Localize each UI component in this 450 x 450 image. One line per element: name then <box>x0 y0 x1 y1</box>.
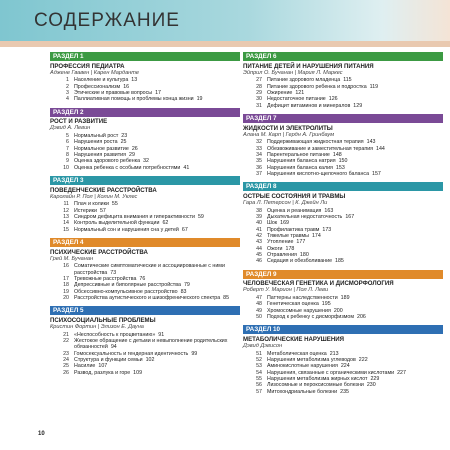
chapter-number: 43 <box>256 239 262 246</box>
chapter-number: 31 <box>256 102 262 109</box>
section-label: РАЗДЕЛ 9 <box>243 270 443 279</box>
header-strip <box>0 41 450 47</box>
chapter-number: 9 <box>66 158 69 165</box>
chapter-number: 18 <box>63 282 69 289</box>
chapter-page: 19 <box>196 96 203 103</box>
chapter-page: 23 <box>121 132 128 139</box>
section-title: ПСИХОСОЦИАЛЬНЫЕ ПРОБЛЕМЫ <box>50 316 156 324</box>
chapter-number: 34 <box>256 152 262 158</box>
chapter-page: 153 <box>335 164 345 171</box>
chapter-number: 44 <box>256 245 262 252</box>
chapter-page: 222 <box>358 357 368 364</box>
toc-section <box>243 182 443 264</box>
chapter-number: 46 <box>256 258 262 265</box>
section-title: МЕТАБОЛИЧЕСКИЕ НАРУШЕНИЯ <box>243 335 345 343</box>
chapter-page: 76 <box>139 276 146 283</box>
section-authors: Каролайн Р. Пол | Колин М. Уклес <box>50 193 138 200</box>
chapter-title: Утопление <box>267 239 294 246</box>
chapter-number: 17 <box>63 276 69 283</box>
section-label: РАЗДЕЛ 2 <box>50 108 240 117</box>
chapter-number: 11 <box>63 201 69 208</box>
chapter-number: 7 <box>66 145 69 152</box>
chapter-title: Оценка и реанимация <box>267 207 322 214</box>
chapter-title: Метаболическая оценка <box>267 350 327 357</box>
chapter-page: 17 <box>155 89 161 96</box>
section-label: РАЗДЕЛ 1 <box>50 52 240 61</box>
chapter-number: 47 <box>256 295 262 302</box>
section-label: РАЗДЕЛ 4 <box>50 238 240 247</box>
chapter-title: Население и культура <box>74 77 129 84</box>
toc-entry[interactable] <box>243 171 443 177</box>
chapter-number: 40 <box>256 220 262 227</box>
chapter-page: 227 <box>397 369 406 376</box>
toc-entry[interactable] <box>243 258 443 264</box>
chapter-number: 27 <box>256 77 262 84</box>
chapter-page: 109 <box>133 369 143 376</box>
chapter-number: 21 <box>63 331 69 338</box>
chapter-page: 174 <box>311 233 321 240</box>
chapter-title: Соматические симптоматические и ассоциированные с ними расстройства <box>74 263 225 276</box>
section-label: РАЗДЕЛ 6 <box>243 52 443 61</box>
chapter-title: Питание здорового ребенка и подростка <box>267 83 367 90</box>
chapter-number: 26 <box>63 369 69 376</box>
chapter-title: Шок <box>267 220 278 227</box>
section-label: РАЗДЕЛ 5 <box>50 306 240 315</box>
chapter-title: Тяжелые травмы <box>267 233 309 240</box>
section-authors: Роберт У. Марион | Пол Л. Леви <box>243 287 329 294</box>
chapter-title: Нарушения метаболизма жирных кислот <box>267 376 368 383</box>
section-authors: Алана М. Карп | Гердн А. Гринбаум <box>243 131 335 138</box>
chapter-title: Структура и функции семьи <box>74 357 143 364</box>
chapter-page: 230 <box>366 382 376 389</box>
chapter-number: 53 <box>256 363 262 370</box>
chapter-page: 25 <box>120 139 127 146</box>
toc-entry[interactable] <box>50 96 240 102</box>
right-column <box>243 52 443 400</box>
chapter-title: Дыхательная недостаточность <box>267 214 343 221</box>
chapter-number: 49 <box>256 307 262 314</box>
chapter-number: 25 <box>63 363 69 370</box>
section-authors: Грей М. Бучанан <box>50 255 94 262</box>
section-title: ЧЕЛОВЕЧЕСКАЯ ГЕНЕТИКА И ДИСМОРФОЛОГИЯ <box>243 280 394 288</box>
chapter-title-wrap <box>267 314 443 320</box>
chapter-page: 235 <box>340 388 349 395</box>
toc-section <box>50 238 240 301</box>
chapter-page: 102 <box>145 357 155 364</box>
toc-entry[interactable] <box>50 370 240 376</box>
chapter-title: Тревожные расстройства <box>74 276 137 283</box>
chapter-title: Нарушения, связанные с органическими кислотами <box>267 369 395 376</box>
chapter-number: 57 <box>256 388 262 395</box>
page-title: СОДЕРЖАНИЕ <box>34 10 180 31</box>
toc-entry[interactable] <box>50 227 240 233</box>
chapter-title: Нормальный сон и нарушения сна у детей <box>74 226 179 233</box>
chapter-number: 28 <box>256 83 262 90</box>
chapter-number: 24 <box>63 357 69 364</box>
chapter-title: Гомосексуальность и гендерная идентичность <box>74 350 189 357</box>
toc-entry[interactable] <box>50 295 240 301</box>
chapter-title: Дефицит витаминов и минералов <box>267 102 351 109</box>
chapter-number: 22 <box>63 338 69 345</box>
chapter-page: 57 <box>99 207 106 214</box>
chapter-title: Подход к ребенку с дисморфизмом <box>267 314 354 321</box>
chapter-page: 189 <box>340 295 350 302</box>
chapter-title: Контроль выделительной функции <box>74 220 160 227</box>
chapter-title: Ожоги <box>267 245 283 252</box>
section-authors: Дэвид Дэвисон <box>243 343 283 350</box>
chapter-page: 16 <box>123 83 130 90</box>
chapter-number: 16 <box>63 263 69 270</box>
section-authors: Дэвид А. Левин <box>50 125 91 132</box>
left-column <box>50 52 240 381</box>
section-authors: Гара Л. Петерсон | К. Джейн Ли <box>243 200 328 207</box>
toc-entry[interactable] <box>50 263 240 276</box>
chapter-page: 85 <box>223 295 230 302</box>
chapter-number: 6 <box>66 139 69 146</box>
chapter-page: 167 <box>345 214 355 221</box>
section-title: ОСТРЫЕ СОСТОЯНИЯ И ТРАВМЫ <box>243 192 346 200</box>
chapter-page: 150 <box>338 158 348 165</box>
chapter-page: 115 <box>343 77 352 84</box>
chapter-title: Оценка здорового ребенка <box>74 158 141 165</box>
chapter-number: 30 <box>256 96 262 103</box>
chapter-page: 143 <box>366 139 376 146</box>
chapter-page: 121 <box>295 89 305 96</box>
chapter-title: Лизосомные и пероксисомные болезни <box>267 382 364 389</box>
chapter-title-wrap <box>74 338 240 351</box>
chapter-page: 79 <box>183 282 190 289</box>
chapter-number: 50 <box>256 314 262 321</box>
chapter-title: Жестокое обращение с детьми и невыполнение родительских обязанностей <box>74 338 228 351</box>
chapter-title-wrap <box>74 96 240 102</box>
chapter-title: Нарушения развития <box>74 152 127 158</box>
chapter-title: Плач и колики <box>74 201 109 208</box>
chapter-page: 73 <box>110 269 117 276</box>
chapter-number: 37 <box>256 171 262 178</box>
chapter-page: 41 <box>183 164 190 171</box>
chapter-number: 10 <box>63 164 69 171</box>
chapter-page: 119 <box>369 83 379 90</box>
chapter-number: 52 <box>256 357 262 364</box>
toc-entry[interactable] <box>50 338 240 351</box>
toc-section <box>50 108 240 171</box>
chapter-number: 20 <box>63 295 69 302</box>
chapter-number: 55 <box>256 376 262 383</box>
section-label: РАЗДЕЛ 8 <box>243 182 443 191</box>
chapter-number: 4 <box>66 96 69 103</box>
chapter-number: 33 <box>256 145 262 152</box>
chapter-number: 41 <box>256 226 262 233</box>
chapter-title-wrap <box>267 258 443 264</box>
chapter-number: 45 <box>256 252 262 259</box>
chapter-title: Профилактика травм <box>267 226 320 233</box>
chapter-title: Истерики <box>74 207 97 214</box>
chapter-title: Нарушения баланса калия <box>267 164 333 171</box>
toc-entry[interactable] <box>50 165 240 171</box>
chapter-page: 185 <box>335 258 344 265</box>
chapter-title: Депрессивные и биполярные расстройства <box>74 282 181 289</box>
chapter-page: 224 <box>340 363 350 370</box>
chapter-page: 29 <box>129 152 135 158</box>
section-title: ПИТАНИЕ ДЕТЕЙ И НАРУШЕНИЯ ПИТАНИЯ <box>243 62 374 70</box>
chapter-title: Нормальное развитие <box>74 145 129 152</box>
chapter-page: 157 <box>372 171 381 178</box>
chapter-number: 56 <box>256 382 262 389</box>
chapter-page: 67 <box>181 226 188 233</box>
toc-section <box>50 306 240 376</box>
chapter-title: Обсессивно-компульсивное расстройство <box>74 288 178 295</box>
chapter-title-wrap <box>74 295 240 301</box>
section-label: РАЗДЕЛ 7 <box>243 114 443 123</box>
section-label: РАЗДЕЛ 10 <box>243 325 443 334</box>
chapter-title: «Неспособность к процветанию» <box>74 331 156 338</box>
chapter-page: 107 <box>98 363 108 370</box>
page-number: 10 <box>38 431 45 437</box>
chapter-page: 55 <box>111 201 118 208</box>
toc-section <box>243 270 443 321</box>
toc-entry[interactable] <box>243 389 443 395</box>
toc-entry[interactable] <box>243 314 443 320</box>
chapter-title: Поддерживающая жидкостная терапия <box>267 139 364 146</box>
chapter-page: 62 <box>162 220 169 227</box>
chapter-page: 206 <box>357 314 366 321</box>
chapter-title: Питание здорового младенца <box>267 77 341 84</box>
chapter-title-wrap <box>267 103 443 109</box>
chapter-number: 39 <box>256 214 262 221</box>
chapter-page: 129 <box>353 102 363 109</box>
chapter-title: Митохондриальные болезни <box>267 388 338 395</box>
chapter-page: 13 <box>131 77 138 84</box>
chapter-page: 169 <box>280 220 289 227</box>
chapter-title: Оценка ребенка с особыми потребностями <box>74 164 181 171</box>
chapter-page: 83 <box>180 288 187 295</box>
chapter-number: 48 <box>256 301 262 308</box>
chapter-page: 32 <box>143 158 149 165</box>
chapter-number: 2 <box>66 83 69 90</box>
chapter-number: 38 <box>256 207 262 214</box>
chapter-number: 29 <box>256 89 262 96</box>
chapter-title: Обезвоживание и заместительная терапия <box>267 145 374 152</box>
chapter-page: 91 <box>158 331 165 338</box>
chapter-number: 36 <box>256 164 262 171</box>
chapter-title: Развод, разлука и горе <box>74 369 131 376</box>
chapter-title: Хромосомные нарушения <box>267 307 331 314</box>
chapter-title-wrap <box>74 165 240 171</box>
toc-section <box>243 52 443 109</box>
chapter-title: Насилие <box>74 363 96 370</box>
chapter-title: Нормальный рост <box>74 132 119 139</box>
section-title: ПОВЕДЕНЧЕСКИЕ РАССТРОЙСТВА <box>50 186 157 194</box>
section-authors: Аджене Гвавен | Карен Марданте <box>50 69 140 76</box>
section-title: ПРОФЕССИЯ ПЕДИАТРА <box>50 62 125 70</box>
chapter-page: 163 <box>324 207 334 214</box>
chapter-page: 178 <box>285 245 295 252</box>
section-authors: Эйприл О. Бучанан | Мария Л. Маркес <box>243 69 343 76</box>
chapter-page: 229 <box>370 376 380 383</box>
chapter-title: Профессионализм <box>74 83 121 90</box>
chapter-title: Паллиативная помощь и проблемы конца жизни <box>74 96 194 103</box>
chapter-number: 32 <box>256 139 262 146</box>
chapter-title-wrap <box>74 263 240 276</box>
section-title: ЖИДКОСТИ И ЭЛЕКТРОЛИТЫ <box>243 124 333 132</box>
chapter-page: 99 <box>191 350 198 357</box>
section-title: РОСТ И РАЗВИТИЕ <box>50 118 108 126</box>
chapter-number: 5 <box>66 132 69 139</box>
section-title: ПСИХИЧЕСКИЕ РАССТРОЙСТВА <box>50 248 148 256</box>
chapter-number: 12 <box>63 207 69 214</box>
toc-section <box>243 114 443 177</box>
chapter-number: 54 <box>256 369 262 376</box>
chapter-page: 94 <box>110 344 117 351</box>
chapter-number: 35 <box>256 158 262 165</box>
chapter-number: 51 <box>256 350 262 357</box>
chapter-title: Недостаточное питание <box>267 96 326 103</box>
toc-section <box>243 325 443 395</box>
chapter-number: 8 <box>66 152 69 158</box>
chapter-title: Генетическая оценка <box>267 301 319 308</box>
chapter-title: Расстройства аутистического и шизофренического спектра <box>74 295 221 302</box>
chapter-title: Нарушения кислотно-щелочного баланса <box>267 171 370 178</box>
chapter-number: 42 <box>256 233 262 240</box>
chapter-title: Синдром дефицита внимания и гиперактивности <box>74 214 195 221</box>
chapter-page: 148 <box>332 152 342 158</box>
chapter-title: Седация и обезболивание <box>267 258 333 265</box>
chapter-page: 195 <box>321 301 331 308</box>
chapter-title: Ожирение <box>267 89 293 96</box>
toc-section <box>50 176 240 233</box>
chapter-title: Паттерны наследственности <box>267 295 338 302</box>
chapter-number: 3 <box>66 89 69 96</box>
chapter-title-wrap <box>74 370 240 376</box>
chapter-page: 144 <box>376 145 385 152</box>
chapter-title: Парентеральное питание <box>267 152 330 158</box>
chapter-page: 180 <box>299 252 309 259</box>
chapter-number: 1 <box>66 77 69 84</box>
toc-section <box>50 52 240 103</box>
chapter-number: 15 <box>63 226 69 233</box>
chapter-page: 173 <box>322 226 332 233</box>
section-authors: Кристин Фортин | Элизон Е. Дауна <box>50 324 144 331</box>
chapter-number: 14 <box>63 220 69 227</box>
chapter-title-wrap <box>74 227 240 233</box>
chapter-title: Нарушения баланса натрия <box>267 158 336 165</box>
section-label: РАЗДЕЛ 3 <box>50 176 240 185</box>
chapter-number: 13 <box>63 214 69 221</box>
chapter-page: 213 <box>329 350 339 357</box>
toc-entry[interactable] <box>243 103 443 109</box>
chapter-page: 126 <box>328 96 338 103</box>
chapter-title-wrap <box>267 389 443 395</box>
chapter-page: 26 <box>131 145 138 152</box>
chapter-title-wrap <box>267 171 443 177</box>
chapter-number: 19 <box>63 288 69 295</box>
chapter-title: Аминокислотные нарушения <box>267 363 338 370</box>
chapter-title: Нарушения метаболизма углеводов <box>267 357 356 364</box>
chapter-title: Нарушения роста <box>74 139 118 146</box>
chapter-number: 23 <box>63 350 69 357</box>
chapter-title: Этические и правовые вопросы <box>74 89 153 96</box>
chapter-page: 200 <box>333 307 343 314</box>
chapter-page: 177 <box>296 239 306 246</box>
chapter-page: 59 <box>197 214 204 221</box>
chapter-title: Отравления <box>267 252 297 259</box>
